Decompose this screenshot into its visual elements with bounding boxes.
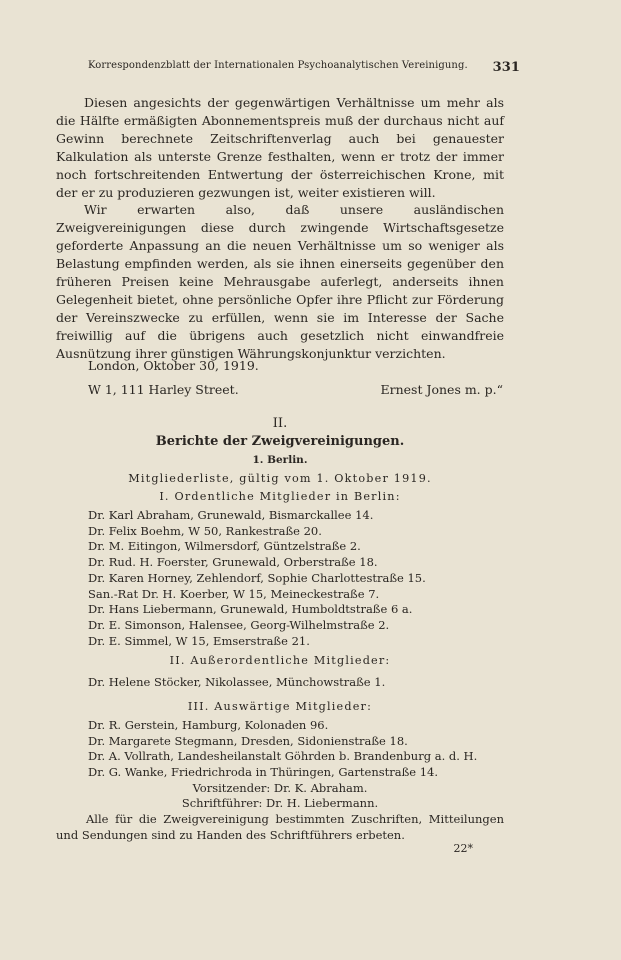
list-item: San.-Rat Dr. H. Koerber, W 15, Meineckestraße 7. [88,586,380,601]
page-number: 331 [492,60,520,75]
extraordinary-members-list [88,675,508,691]
list-item: Dr. Felix Boehm, W 50, Rankestraße 20. [88,523,322,538]
list-item: Dr. G. Wanke, Friedrichroda in Thüringen, Gartenstraße 14. [88,765,439,780]
list-item: Dr. E. Simonson, Halensee, Georg-Wilhelmstraße 2. [88,617,390,632]
address: W 1, 111 Harley Street. [88,382,239,397]
running-title: Korrespondenzblatt der Internationalen Psychoanalytischen Vereinigung. [88,60,468,71]
list-item: Dr. Margarete Stegmann, Dresden, Sidonienstraße 18. [88,733,408,748]
signature-mark: 22* [453,842,473,855]
chairman-line: Vorsitzender: Dr. K. Abraham. [192,781,368,795]
running-header [88,60,520,75]
closing-note [56,812,504,843]
ordinary-members-heading: I. Ordentliche Mitglieder in Berlin: [159,490,401,503]
section-numeral: II. [272,416,288,431]
extraordinary-members-heading: II. Außerordentliche Mitglieder: [169,654,391,667]
secretary-line: Schriftführer: Dr. H. Liebermann. [181,796,379,810]
closing-note-text: Alle für die Zweigvereinigung bestimmten Zuschriften, Mitteilungen und Sendungen sind zu Handen des Schriftführers erbeten. [56,812,504,842]
list-item: Dr. Karl Abraham, Grunewald, Bismarckallee 14. [88,508,374,522]
signature-line [88,382,503,397]
signer: Ernest Jones m. p.“ [380,382,503,397]
list-item: Dr. R. Gerstein, Hamburg, Kolonaden 96. [88,718,329,732]
ordinary-members-list [88,508,508,649]
paragraph-1: Diesen angesichts der gegenwärtigen Verhältnisse um mehr als die Hälfte ermäßigten Abonnementspreis muß der durchaus nicht auf Gewinn berechnete Zeitschriftenverlag auch bei genauester Kalkulation als unterste Grenze festhalten, wenn er trotz der immer noch fortschreitenden Entwertung der österreichischen Krone, mit der er zu produzieren gezwungen ist, weiter existieren will. [56,95,504,200]
list-item: Dr. Hans Liebermann, Grunewald, Humboldtstraße 6 a. [88,602,413,617]
list-item: Dr. Karen Horney, Zehlendorf, Sophie Charlottestraße 15. [88,570,426,585]
body-text [56,94,504,363]
place-date: London, Oktober 30, 1919. [88,358,259,373]
foreign-members-list [88,718,508,781]
list-item: Dr. Rud. H. Foerster, Grunewald, Orberstraße 18. [88,555,378,570]
foreign-members-heading: III. Auswärtige Mitglieder: [187,700,373,713]
list-item: Dr. A. Vollrath, Landesheilanstalt Göhrden b. Brandenburg a. d. H. [88,749,478,764]
section-subtitle: 1. Berlin. [252,454,308,466]
section-title: Berichte der Zweigvereinigungen. [155,434,405,449]
paragraph-2: Wir erwarten also, daß unsere ausländischen Zweigvereinigungen diese durch zwingende Wirtschaftsgesetze geforderte Anpassung an die neuen Verhältnisse um so weniger als Belastung empfinden werden, als sie ihnen einerseits gegenüber den früheren Preisen keine Mehrausgabe auferlegt, anderseits ihnen Gelegenheit bietet, ohne persönliche Opfer ihre Pflicht zur Förderung der Vereinszwecke zu erfüllen, wenn sie im Interesse der Sache freiwillig auf die übrigens auch gesetzlich nicht einwandfreie Ausnützung ihrer günstigen Währungskonjunktur verzichten. [56,202,504,361]
list-item: Dr. Helene Stöcker, Nikolassee, Münchowstraße 1. [88,675,386,689]
member-list-heading: Mitgliederliste, gültig vom 1. Oktober 1919. [128,472,432,485]
list-item: Dr. M. Eitingon, Wilmersdorf, Güntzelstraße 2. [88,539,361,554]
list-item: Dr. E. Simmel, W 15, Emserstraße 21. [88,633,310,648]
